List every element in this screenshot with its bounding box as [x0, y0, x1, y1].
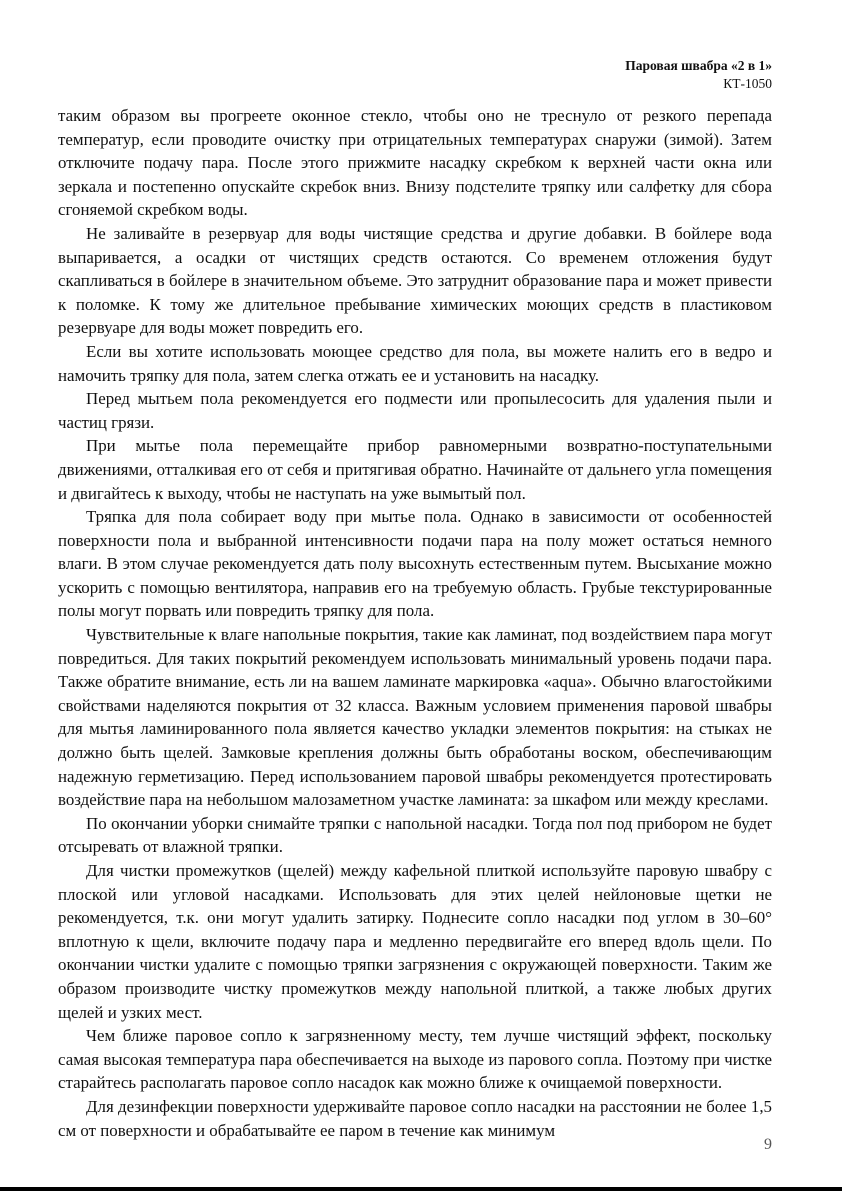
paragraph-window-cleaning: таким образом вы прогреете оконное стекло, чтобы оно не треснуло от резкого перепада температур, если проводите очистку при отрицательных температурах снаружи (зимой). Затем отключите подачу пара. После этого прижмите насадку скребком к верхней части окна или зеркала и постепенно опускайте скребок вниз. Внизу подстелите тряпку или салфетку для сбора сгоняемой скребком воды. — [58, 106, 772, 220]
paragraph-sweep-first: Перед мытьем пола рекомендуется его подмести или пропылесосить для удаления пыли и частиц грязи. — [58, 389, 772, 432]
paragraph-laminate: Чувствительные к влаге напольные покрытия, такие как ламинат, под воздействием пара могут повредиться. Для таких покрытий рекомендуем использовать минимальный уровень подачи пара. Также обратите внимание, есть ли на вашем ламинате маркировка «aqua». Обычно влагостойкими свойствами наделяются покрытия от 32 класса. Важным условием применения паровой швабры для мытья ламинированного пола является качество укладки элементов покрытия: на стыках не должно быть щелей. Замковые крепления должны быть обработаны воском, обеспечивающим надежную герметизацию. Перед использованием паровой швабры рекомендуется протестировать воздействие пара на небольшом малозаметном участке ламината: за шкафом или между креслами. — [58, 625, 772, 810]
paragraph-remove-cloths: По окончании уборки снимайте тряпки с напольной насадки. Тогда пол под прибором не будет отсыревать от влажной тряпки. — [58, 813, 772, 857]
paragraph-no-detergents-in-tank: Не заливайте в резервуар для воды чистящие средства и другие добавки. В бойлере вода выпаривается, а осадки от чистящих средств остаются. Со временем отложения будут скапливаться в бойлере в значительном объеме. Это затруднит образование пара и может привести к поломке. К тому же длительное пребывание химических моющих средств в пластиковом резервуаре для воды может повредить его. — [58, 223, 772, 338]
bottom-rule — [0, 1187, 842, 1191]
paragraph-mopping-technique: При мытье пола перемещайте прибор равномерными возвратно-поступательными движениями, отталкивая его от себя и притягивая обратно. Начинайте от дальнего угла помещения и двигайтесь к выходу, чтобы не наступать на уже вымытый пол. — [58, 436, 772, 503]
paragraph-disinfection: Для дезинфекции поверхности удерживайте паровое сопло насадки на расстоянии не более 1,5 см от поверхности и обрабатывайте ее паром в течение как минимум — [58, 1096, 772, 1140]
paragraph-floor-detergent: Если вы хотите использовать моющее средство для пола, вы можете налить его в ведро и намочить тряпку для пола, затем слегка отжать ее и установить на насадку. — [58, 341, 772, 385]
running-header — [625, 57, 772, 93]
model-number: КТ-1050 — [723, 76, 772, 91]
product-title: Паровая швабра «2 в 1» — [625, 58, 772, 73]
paragraph-nozzle-distance: Чем ближе паровое сопло к загрязненному месту, тем лучше чистящий эффект, поскольку самая высокая температура пара обеспечивается на выходе из парового сопла. Поэтому при чистке старайтесь располагать паровое сопло насадок как можно ближе к очищаемой поверхности. — [58, 1026, 772, 1093]
page-number: 9 — [764, 1136, 772, 1153]
body-text — [58, 104, 772, 1142]
paragraph-residual-moisture: Тряпка для пола собирает воду при мытье пола. Однако в зависимости от особенностей поверхности пола и выбранной интенсивности подачи пара на полу может остаться немного влаги. В этом случае рекомендуется дать полу высохнуть естественным путем. Высыхание можно ускорить с помощью вентилятора, направив его на требуемую область. Грубые текстурированные полы могут порвать или повредить тряпку для пола. — [58, 507, 772, 621]
paragraph-tile-gaps: Для чистки промежутков (щелей) между кафельной плиткой используйте паровую швабру с плоской или угловой насадками. Использовать для этих целей нейлоновые щетки не рекомендуется, т.к. они могут удалить затирку. Поднесите сопло насадки под углом в 30–60° вплотную к щели, включите подачу пара и медленно передвигайте его вперед вдоль щели. По окончании чистки удалите с помощью тряпки загрязнения с окружающей поверхности. Таким же образом производите чистку промежутков между напольной плиткой, а также любых других щелей и узких мест. — [58, 861, 772, 1022]
